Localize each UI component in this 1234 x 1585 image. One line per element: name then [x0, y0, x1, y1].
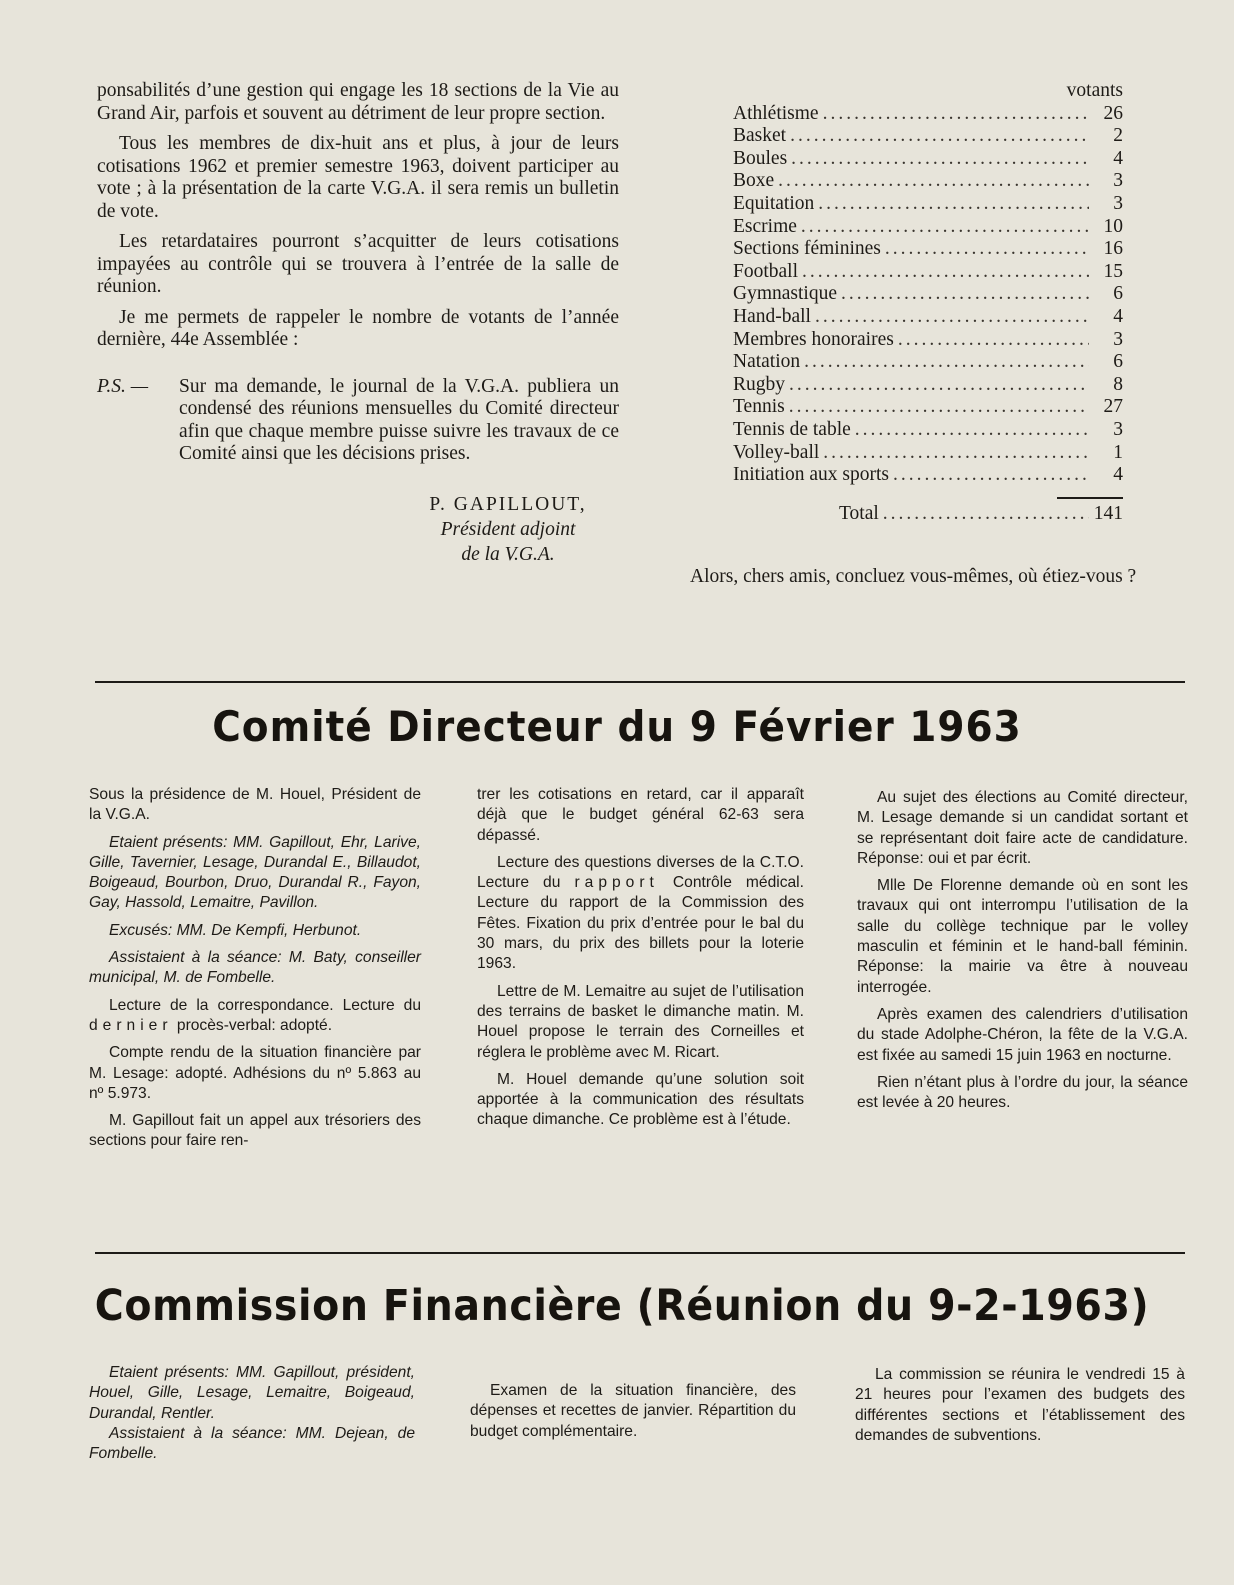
signature-name: P. GAPILLOUT,: [429, 493, 587, 515]
leader-dots: [883, 503, 1089, 526]
vote-row: [733, 193, 1123, 216]
leader-dots: [823, 103, 1089, 126]
vote-row: [733, 464, 1123, 487]
vote-sport: Equitation: [733, 192, 815, 214]
vote-row: [733, 125, 1123, 148]
leader-dots: [801, 216, 1089, 239]
postscript-text: Sur ma demande, le journal de la V.G.A. publiera un condensé des réunions mensuelles du Comité directeur afin que chaque membre puisse suivre les travaux de ce Comité ainsi que les décisions prises.: [179, 375, 619, 464]
vote-row: [733, 170, 1123, 193]
vote-count: 26: [1103, 102, 1123, 124]
vote-sport: Sections féminines: [733, 238, 881, 260]
vote-count: 27: [1103, 396, 1123, 418]
vote-count: 10: [1103, 215, 1123, 237]
vote-row: [733, 374, 1123, 397]
commission-column-1: [89, 1363, 415, 1471]
vote-row: [733, 238, 1123, 261]
leader-dots: [841, 283, 1089, 306]
vote-sport: Rugby: [733, 373, 786, 395]
vote-row: [733, 351, 1123, 374]
leader-dots: [893, 464, 1089, 487]
leader-dots: [790, 125, 1089, 148]
comite-florenne: Mlle De Florenne demande où en sont les travaux qui ont interrompu l’utilisation de la salle du collège technique par le volley masculin et féminin et le hand-ball féminin. Réponse: la mairie va être à nouveau interrogée.: [857, 877, 1188, 996]
signature-role: Président adjoint: [440, 518, 576, 540]
vote-sport: Tennis: [733, 396, 785, 418]
commission-assistaient: Assistaient à la séance: MM. Dejean, de Fombelle.: [89, 1424, 415, 1463]
vote-count: 3: [1113, 170, 1123, 192]
vote-sport: Natation: [733, 351, 801, 373]
comite-elections: Au sujet des élections au Comité directeur, M. Lesage demande si un candidat sortant et se représentant doit faire acte de candidature. Réponse: oui et par écrit.: [857, 789, 1188, 867]
votes-total-value: 141: [1093, 502, 1123, 524]
leader-dots: [778, 170, 1089, 193]
comite-presidence: Sous la présidence de M. Houel, Président de la V.G.A.: [89, 786, 421, 824]
vote-sport: Tennis de table: [733, 418, 851, 440]
letter-column: [97, 80, 619, 567]
vote-sport: Football: [733, 260, 799, 282]
vote-count: 16: [1103, 238, 1123, 260]
comite-questions: [477, 853, 804, 975]
leader-dots: [791, 148, 1089, 171]
comite-assistaient: Assistaient à la séance: M. Baty, conseiller municipal, M. de Fombelle.: [89, 949, 421, 987]
votes-conclusion: Alors, chers amis, concluez vous-mêmes, où étiez-vous ?: [690, 566, 1137, 587]
comite-headline: Comité Directeur du 9 Février 1963: [212, 703, 1022, 752]
letter-paragraph-4: Je me permets de rappeler le nombre de votants de l’année dernière, 44e Assemblée :: [97, 306, 619, 350]
vote-row: [733, 103, 1123, 126]
leader-dots: [804, 351, 1089, 374]
votes-rows: [733, 103, 1123, 487]
vote-sport: Escrime: [733, 215, 797, 237]
letter-paragraph-1: ponsabilités d’une gestion qui engage les 18 sections de la Vie au Grand Air, parfois et souvent au détriment de leur propre section.: [97, 80, 619, 124]
vote-sport: Membres honoraires: [733, 328, 894, 350]
vote-sport: Volley-ball: [733, 441, 820, 463]
vote-count: 1: [1113, 441, 1123, 463]
vote-count: 6: [1113, 351, 1123, 373]
vote-row: [733, 148, 1123, 171]
vote-row: [733, 283, 1123, 306]
leader-dots: [815, 306, 1089, 329]
vote-count: 2: [1113, 125, 1123, 147]
comite-questions-c: Contrôle médical. Lecture du rapport de la Commission des Fêtes. Fixation du prix d’entrée pour le bal du 30 mars, du prix des billets pour la loterie 1963.: [477, 874, 804, 973]
vote-count: 3: [1113, 418, 1123, 440]
vote-sport: Hand-ball: [733, 305, 811, 327]
comite-excuses: Excusés: MM. De Kempfi, Herbunot.: [109, 921, 362, 939]
vote-sport: Initiation aux sports: [733, 464, 889, 486]
vote-count: 4: [1113, 464, 1123, 486]
vote-sport: Gymnastique: [733, 283, 837, 305]
vote-row: [733, 442, 1123, 465]
vote-count: 4: [1113, 305, 1123, 327]
comite-appel: M. Gapillout fait un appel aux trésoriers des sections pour faire ren-: [89, 1112, 421, 1150]
commission-examen: Examen de la situation financière, des dépenses et recettes de janvier. Répartition du budget complémentaire.: [470, 1382, 796, 1440]
comite-column-3: [857, 788, 1188, 1120]
commission-headline: Commission Financière (Réunion du 9-2-1963): [94, 1281, 1150, 1331]
comite-correspondance: [89, 996, 421, 1037]
vote-count: 4: [1113, 147, 1123, 169]
section-divider: [95, 1252, 1185, 1254]
leader-dots: [823, 442, 1089, 465]
signature: [397, 492, 619, 567]
vote-row: [733, 419, 1123, 442]
vote-count: 8: [1113, 373, 1123, 395]
comite-resultats: M. Houel demande qu’une solution soit apportée à la communication des résultats chaque dimanche. Ce problème est à l’étude.: [477, 1070, 804, 1129]
votes-table: [733, 80, 1123, 525]
vote-sport: Athlétisme: [733, 102, 819, 124]
vote-count: 15: [1103, 260, 1123, 282]
comite-questions-a: Lecture des questions diverses de la C.T.O. Lecture du: [477, 853, 804, 892]
postscript: [97, 376, 619, 466]
vote-count: 3: [1113, 192, 1123, 214]
commission-presents: Etaient présents: MM. Gapillout, président, Houel, Gille, Lesage, Lemaitre, Boigeaud, Durandal, Rentler.: [89, 1364, 415, 1422]
comite-cotisations: trer les cotisations en retard, car il apparaît déjà que le budget général 62-63 sera dépassé.: [477, 786, 804, 844]
leader-dots: [898, 329, 1089, 352]
vote-row: [733, 261, 1123, 284]
comite-calendriers: Après examen des calendriers d’utilisation du stade Adolphe-Chéron, la fête de la V.G.A. est fixée au samedi 15 juin 1963 en nocturne.: [857, 1005, 1188, 1064]
comite-correspondance-b: dernier: [89, 1016, 173, 1034]
signature-org: de la V.G.A.: [461, 543, 555, 565]
vote-row: [733, 216, 1123, 239]
vote-row: [733, 396, 1123, 419]
commission-column-3: [855, 1365, 1185, 1453]
comite-lettre: Lettre de M. Lemaitre au sujet de l’utilisation des terrains de basket le dimanche matin. M. Houel propose le terrain des Corneilles et réglera le problème avec M. Ricart.: [477, 982, 804, 1061]
comite-compte-rendu: Compte rendu de la situation financière par M. Lesage: adopté. Adhésions du nº 5.863 au nº 5.973.: [89, 1044, 421, 1102]
comite-presents: Etaient présents: MM. Gapillout, Ehr, Larive, Gille, Tavernier, Lesage, Durandal E., Billaudot, Boigeaud, Bourbon, Druo, Durandal R., Fayon, Gay, Hassold, Lemaitre, Pavillon.: [89, 833, 421, 912]
commission-reunion: La commission se réunira le vendredi 15 à 21 heures pour l’examen des budgets des différentes sections et l’établissement des demandes de subventions.: [855, 1366, 1185, 1444]
vote-sport: Basket: [733, 125, 787, 147]
commission-column-2: [470, 1381, 796, 1449]
leader-dots: [802, 261, 1089, 284]
leader-dots: [789, 374, 1089, 397]
comite-correspondance-a: Lecture de la correspondance. Lecture du: [109, 996, 421, 1014]
leader-dots: [818, 193, 1089, 216]
total-rule: [1057, 497, 1123, 499]
leader-dots: [855, 419, 1089, 442]
comite-column-2: [477, 785, 804, 1138]
postscript-label: P.S. —: [97, 375, 149, 397]
votes-total-label: Total: [839, 502, 879, 524]
comite-correspondance-c: procès-verbal: adopté.: [176, 1016, 333, 1034]
votes-total-row: [839, 503, 1123, 526]
vote-sport: Boxe: [733, 170, 775, 192]
vote-row: [733, 306, 1123, 329]
vote-count: 3: [1113, 328, 1123, 350]
comite-questions-b: rapport: [574, 874, 659, 892]
comite-column-1: [89, 785, 421, 1159]
letter-paragraph-3: Les retardataires pourront s’acquitter de leurs cotisations impayées au contrôle qui se trouvera à l’entrée de la salle de réunion.: [97, 231, 619, 297]
leader-dots: [885, 238, 1089, 261]
votes-header: votants: [1066, 80, 1123, 101]
vote-row: [733, 329, 1123, 352]
section-divider: [95, 681, 1185, 683]
letter-paragraph-2: Tous les membres de dix-huit ans et plus, à jour de leurs cotisations 1962 et premier semestre 1963, doivent participer au vote ; à la présentation de la carte V.G.A. il sera remis un bulletin de vote.: [97, 133, 619, 222]
vote-sport: Boules: [733, 147, 788, 169]
vote-count: 6: [1113, 283, 1123, 305]
leader-dots: [789, 396, 1089, 419]
comite-cloture: Rien n’étant plus à l’ordre du jour, la séance est levée à 20 heures.: [857, 1073, 1188, 1112]
